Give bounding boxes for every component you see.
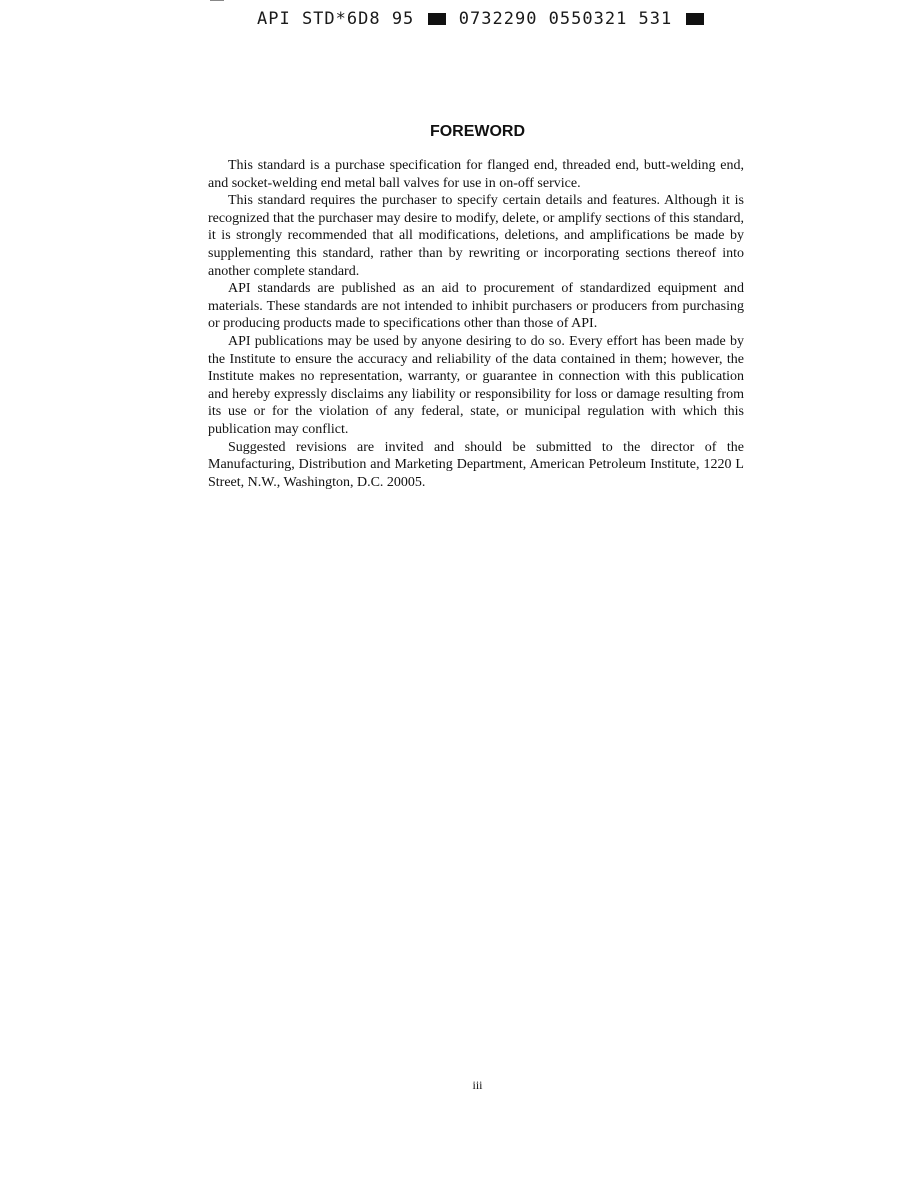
scan-artifact bbox=[210, 0, 224, 1]
foreword-body bbox=[208, 157, 744, 491]
document-code-header bbox=[257, 9, 706, 29]
page-number: iii bbox=[472, 1078, 483, 1092]
paragraph-disclaimer: API publications may be used by anyone desiring to do so. Every effort has been made by the Institute to ensure the accuracy and reliability of the data contained in them; however, the Institute makes no representation, warranty, or guarantee in connection with this publication and hereby expressly disclaims any liability or responsibility for loss or damage resulting from its use or for the violation of any federal, state, or municipal regulation with which this publication may conflict. bbox=[208, 333, 744, 437]
paragraph-scope: This standard is a purchase specification for flanged end, threaded end, butt-welding end, and socket-welding end metal ball valves for use in on-off service. bbox=[208, 158, 744, 191]
header-code-part2: 0732290 0550321 531 bbox=[458, 9, 673, 29]
paragraph-purchaser-requirements: This standard requires the purchaser to specify certain details and features. Although it is recognized that the purchaser may desire to modify, delete, or amplify sections of this standard, it is strongly recommended that all modifications, deletions, and amplifications be made by supplementing this standard, rather than by rewriting or incorporating sections thereof into another complete standard. bbox=[208, 193, 744, 279]
header-code-part1: API STD*6D8 95 bbox=[257, 9, 415, 29]
black-block-mark bbox=[428, 13, 446, 25]
paragraph-suggested-revisions: Suggested revisions are invited and should be submitted to the director of the Manufacturing, Distribution and Marketing Department, American Petroleum Institute, 1220 L Street, N.W., Washington, D.C. 20005. bbox=[208, 439, 744, 490]
page-title: FOREWORD bbox=[429, 123, 526, 140]
black-block-mark bbox=[686, 13, 704, 25]
paragraph-procurement-aid: API standards are published as an aid to procurement of standardized equipment and materials. These standards are not intended to inhibit purchasers or producers from purchasing or producing products made to specifications other than those of API. bbox=[208, 281, 744, 332]
